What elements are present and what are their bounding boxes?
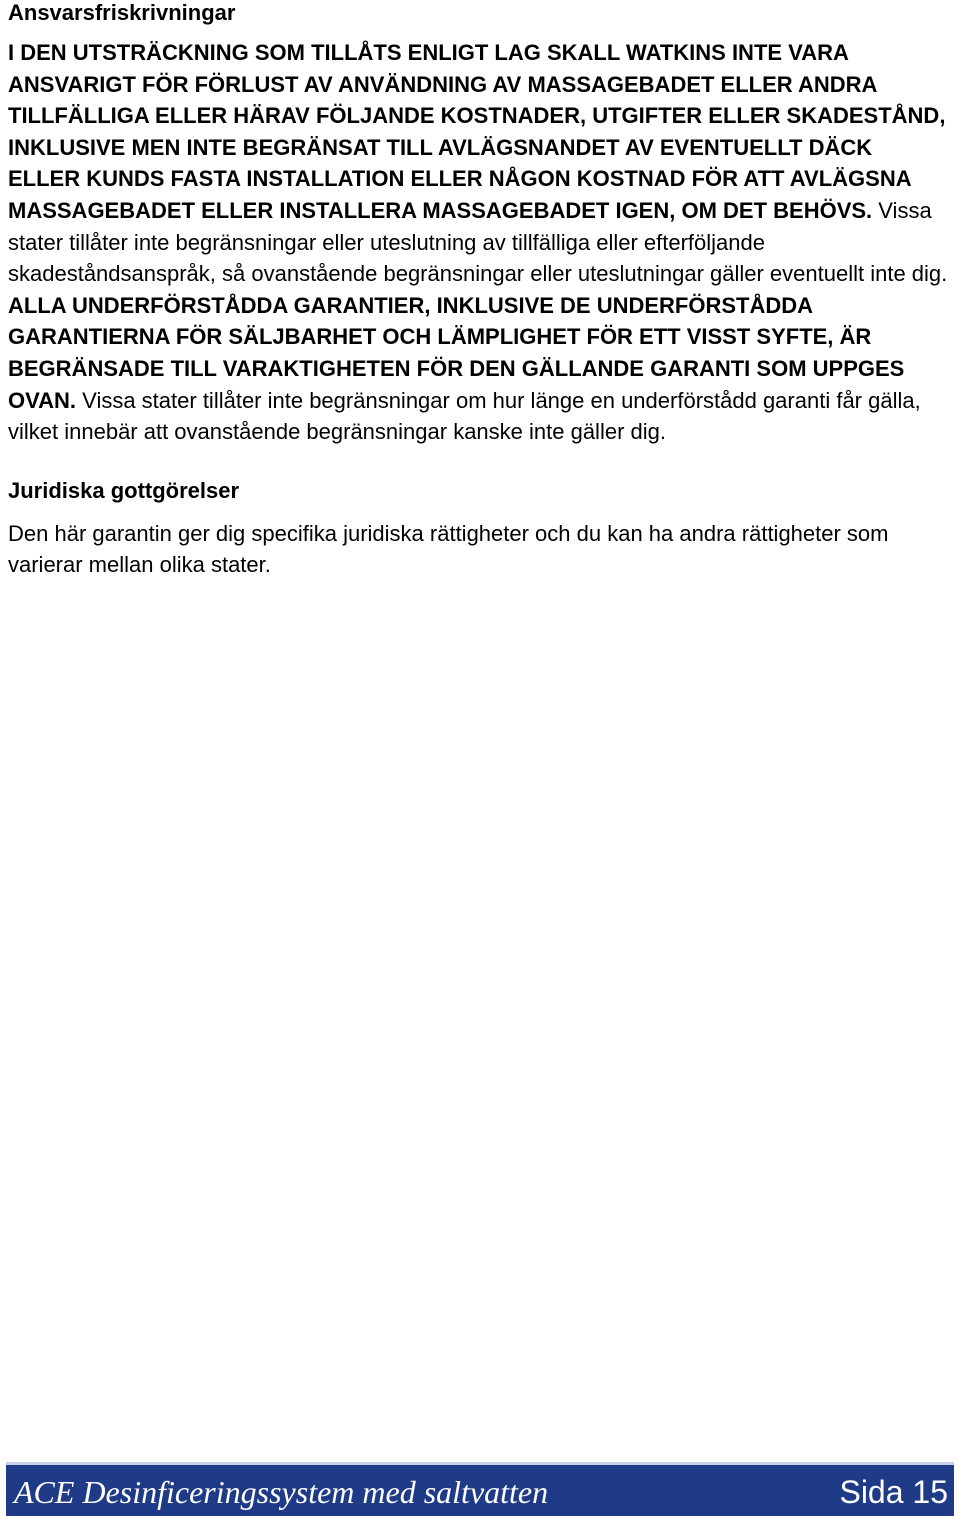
disclaimer-paragraph (8, 37, 948, 448)
page-number: Sida 15 (839, 1474, 948, 1510)
page-footer (6, 1462, 954, 1516)
disclaimer-caps-text-1: I DEN UTSTRÄCKNING SOM TILLÅTS ENLIGT LAG SKALL WATKINS INTE VARA ANSVARIGT FÖR FÖRLUST AV ANVÄNDNING AV MASSAGEBADET ELLER ANDRA TILLFÄLLIGA ELLER HÄRAV FÖLJANDE KOSTNADER, UTGIFTER ELLER SKADESTÅND, INKLUSIVE MEN INTE BEGRÄNSAT TILL AVLÄGSNANDET AV EVENTUELLT DÄCK ELLER KUNDS FASTA INSTALLATION ELLER NÅGON KOSTNAD FÖR ATT AVLÄGSNA MASSAGEBADET ELLER INSTALLERA MASSAGEBADET IGEN, OM DET BEHÖVS. (8, 40, 946, 223)
section-heading-remedies: Juridiska gottgörelser (8, 477, 240, 503)
document-body (8, 0, 948, 581)
disclaimer-caps-text-2: ALLA UNDERFÖRSTÅDDA GARANTIER, INKLUSIVE DE UNDERFÖRSTÅDDA GARANTIERNA FÖR SÄLJBARHET OCH LÄMPLIGHET FÖR ETT VISST SYFTE, ÄR BEGRÄNSADE TILL VARAKTIGHETEN FÖR DEN GÄLLANDE GARANTI SOM UPPGES OVAN. (8, 292, 905, 413)
section-heading-disclaimers: Ansvarsfriskrivningar (8, 0, 236, 25)
disclaimer-text-2: Vissa stater tillåter inte begränsningar om hur länge en underförstådd garanti får gälla, vilket innebär att ovanstående begränsningar kanske inte gäller dig. (8, 387, 921, 445)
remedies-paragraph: Den här garantin ger dig specifika juridiska rättigheter och du kan ha andra rättigheter som varierar mellan olika stater. (8, 520, 889, 578)
footer-title: ACE Desinficeringssystem med saltvatten (14, 1474, 549, 1510)
disclaimer-text-1: Vissa stater tillåter inte begränsningar eller uteslutning av tillfälliga eller efterföljande skadeståndsanspråk, så ovanstående begränsningar eller uteslutningar gäller eventuellt inte dig. (8, 197, 948, 287)
